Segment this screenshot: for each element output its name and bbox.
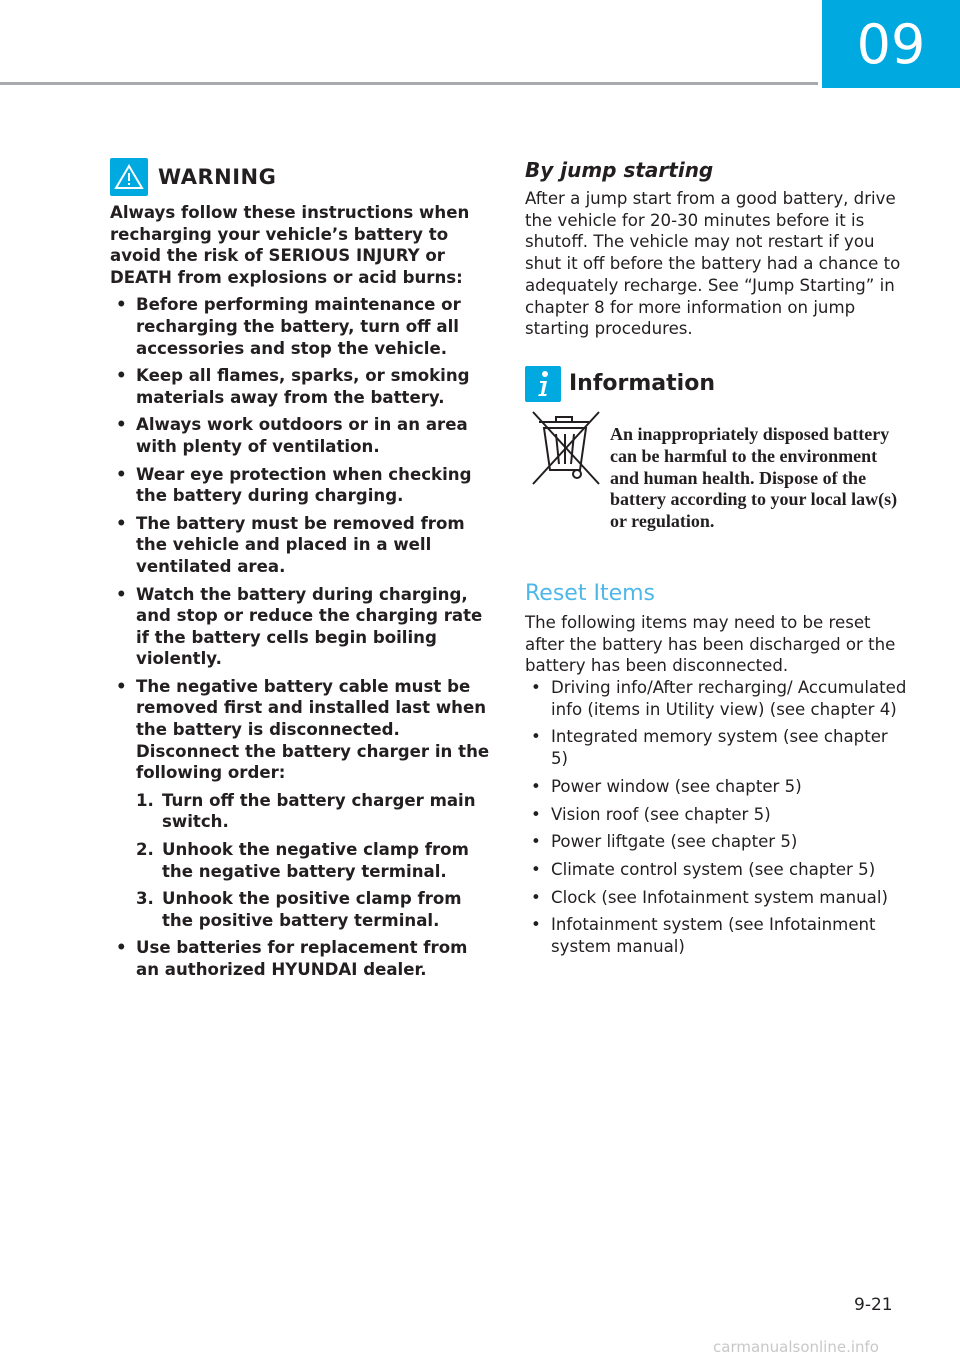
- watermark: carmanualsonline.info: [713, 1338, 879, 1356]
- list-item: • Climate control system (see chapter 5): [531, 859, 876, 879]
- bullet: •: [531, 915, 541, 935]
- bullet: •: [531, 776, 541, 796]
- step-item: 1. Turn off the battery charger main switch.: [136, 790, 476, 832]
- bullet: •: [531, 678, 541, 698]
- list-item: • Use batteries for replacement from an authorized HYUNDAI dealer.: [116, 938, 468, 979]
- list-item: • The negative battery cable must be removed first and installed last when the battery is disconnected. Disconnect the battery charger in the following order: 1. Turn off the battery charger main switch. 2. Unhook the negative clamp from the negative battery terminal. 3. Unhook the positive clamp from the positive battery terminal.: [116, 676, 490, 930]
- step-item: 3. Unhook the positive clamp from the positive battery terminal.: [136, 889, 462, 930]
- warning-icon: [110, 158, 148, 196]
- list-item: • Power window (see chapter 5): [531, 776, 802, 796]
- list-item: • Power liftgate (see chapter 5): [531, 832, 798, 852]
- warning-body: [110, 202, 490, 981]
- jump-title: By jump starting: [525, 158, 714, 182]
- bullet: •: [531, 859, 541, 879]
- bullet: •: [116, 513, 127, 533]
- list-item: • Always work outdoors or in an area with plenty of ventilation.: [116, 415, 468, 456]
- page-number: 9-21: [854, 1295, 893, 1315]
- chapter-tab: [822, 0, 960, 88]
- list-item: • Watch the battery during charging, and stop or reduce the charging rate if the battery cells begin boiling violently.: [116, 584, 483, 669]
- list-item: • Before performing maintenance or recharging the battery, turn off all accessories and stop the vehicle.: [116, 295, 461, 358]
- step-item: 2. Unhook the negative clamp from the negative battery terminal.: [136, 840, 469, 881]
- list-item: • Wear eye protection when checking the battery during charging.: [116, 464, 472, 506]
- information-header: [525, 366, 910, 402]
- chapter-number: 09: [856, 12, 926, 76]
- information-text: An inappropriately disposed battery can be harmful to the environment and human health. Dispose of the battery according to your local law(s) or regulation.: [610, 423, 898, 532]
- bullet: •: [116, 366, 127, 386]
- bullet: •: [116, 938, 127, 958]
- information-body: [525, 406, 910, 551]
- warning-header: [110, 158, 490, 196]
- list-item: • Driving info/After recharging/ Accumulated info (items in Utility view) (see chapter 4): [531, 678, 907, 719]
- list-item: • Integrated memory system (see chapter 5): [531, 727, 888, 769]
- disconnect-steps: [136, 790, 490, 932]
- list-item: • The battery must be removed from the vehicle and placed in a well ventilated area.: [116, 513, 465, 576]
- right-column: [525, 158, 910, 964]
- reset-intro: The following items may need to be reset after the battery has been discharged or the battery has been disconnected.: [525, 612, 896, 676]
- left-column: [110, 158, 490, 987]
- list-item: • Vision roof (see chapter 5): [531, 804, 771, 824]
- list-item: • Clock (see Infotainment system manual): [531, 887, 888, 907]
- warning-title: WARNING: [158, 165, 277, 189]
- bullet: •: [116, 676, 127, 696]
- bullet: •: [531, 887, 541, 907]
- information-title: Information: [569, 371, 715, 397]
- reset-items: [525, 677, 910, 958]
- bullet: •: [116, 415, 127, 435]
- bullet: •: [531, 804, 541, 824]
- list-item: • Infotainment system (see Infotainment system manual): [531, 915, 876, 957]
- header-rule: [0, 82, 818, 85]
- list-item: • Keep all flames, sparks, or smoking materials away from the battery.: [116, 366, 470, 407]
- warning-bullets: [110, 294, 490, 980]
- info-icon: [525, 366, 561, 402]
- bullet: •: [116, 464, 127, 484]
- warning-intro: Always follow these instructions when recharging your vehicle’s battery to avoid the risk of SERIOUS INJURY or DEATH from explosions or acid burns:: [110, 203, 470, 287]
- bullet: •: [531, 727, 541, 747]
- bullet: •: [116, 584, 127, 604]
- bullet: •: [531, 832, 541, 852]
- bullet: •: [116, 295, 127, 315]
- reset-title: Reset Items: [525, 580, 655, 606]
- jump-text: After a jump start from a good battery, drive the vehicle for 20-30 minutes before it is shutoff. The vehicle may not restart if you shut it off before the battery had a chance to adequately recharge. See “Jump Starting” in chapter 8 for more information on jump starting procedures.: [525, 189, 901, 339]
- crossed-bin-icon: [525, 406, 610, 551]
